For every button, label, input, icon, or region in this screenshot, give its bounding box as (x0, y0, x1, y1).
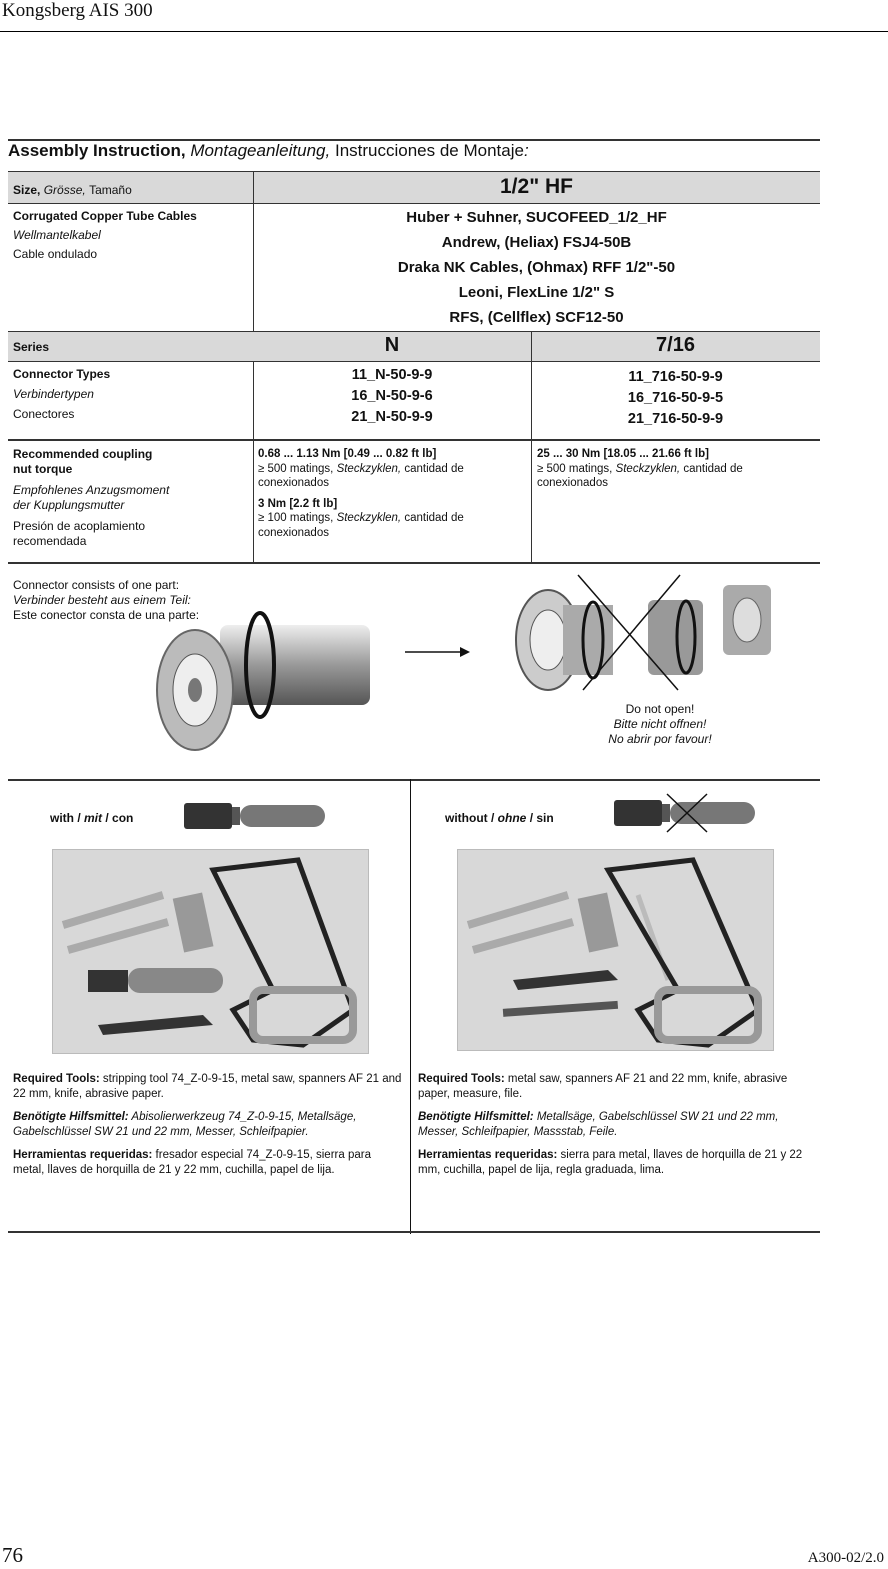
tools-divider (410, 779, 411, 1234)
tools-photo-without (457, 849, 774, 1051)
connectors-label-es: Conectores (13, 407, 75, 421)
page-header (0, 0, 888, 32)
matings-es: cantidad de (404, 462, 464, 475)
tools-illustration (53, 850, 368, 1053)
without-de: ohne (497, 811, 527, 825)
connector-type: 16_716-50-9-5 (627, 390, 724, 406)
title-es: Instrucciones de Montaje (334, 141, 524, 160)
with-tools-text (13, 1072, 405, 1186)
with-de: mit (84, 811, 103, 825)
torque-label (13, 447, 169, 549)
matings-es-2: conexionados (258, 526, 329, 539)
connector-parts-crossed-image (508, 570, 773, 700)
dont-open-de: Bitte nicht offnen! (613, 717, 707, 731)
with-heading (50, 811, 133, 826)
connector-type: 21_N-50-9-9 (351, 409, 433, 425)
716-connector-list (531, 367, 820, 430)
cable-item: Huber + Suhner, SUCOFEED_1/2_HF (406, 209, 667, 226)
without-heading (445, 811, 554, 826)
connectors-label-en: Connector Types (13, 367, 111, 381)
header-title: Kongsberg AIS 300 (2, 0, 153, 21)
torque-top-rule (8, 439, 820, 441)
matings-es-2: conexionados (258, 477, 329, 489)
torque-716 (537, 447, 815, 491)
torque-n-value-1: 0.68 ... 1.13 Nm [0.49 ... 0.82 ft lb] (258, 448, 437, 460)
one-part-es: Este conector consta de una parte: (13, 608, 200, 622)
torque-n-matings-1 (258, 462, 526, 477)
series-716: 7/16 (656, 334, 695, 356)
col-divider-2 (531, 331, 532, 563)
connector-type: 16_N-50-9-6 (351, 388, 433, 404)
size-label-de: Grösse, (43, 183, 86, 197)
one-part-de: Verbinder besteht aus einem Teil: (13, 593, 191, 607)
cable-item: Andrew, (Heliax) FSJ4-50B (441, 234, 632, 251)
torque-716-matings (537, 462, 815, 477)
torque-label-es-2: recomendada (13, 534, 87, 548)
without-tools-text (418, 1072, 813, 1186)
document-id: A300-02/2.0 (807, 1550, 884, 1566)
torque-label-de-2: der Kupplungsmutter (13, 498, 125, 512)
size-label-en: Size, (13, 183, 41, 197)
torque-label-en-1: Recommended coupling (13, 447, 153, 461)
dont-open-es: No abrir por favour! (608, 732, 712, 746)
tools-photo-with (52, 849, 369, 1054)
cable-item: Draka NK Cables, (Ohmax) RFF 1/2"-50 (397, 259, 676, 276)
n-connector-list (253, 365, 531, 428)
page-number: 76 (2, 1543, 23, 1567)
matings-es: cantidad de (404, 512, 464, 524)
cable-item: RFS, (Cellflex) SCF12-50 (449, 309, 624, 326)
torque-label-de-1: Empfohlenes Anzugsmoment (13, 483, 170, 497)
with-es: / con (105, 811, 134, 825)
connectors-label-de: Verbindertypen (13, 387, 94, 401)
cables-label (13, 209, 197, 262)
cables-label-de: Wellmantelkabel (13, 228, 101, 242)
connector-type: 21_716-50-9-9 (627, 411, 724, 427)
de-text: Abisolierwerkzeug 74_Z-0-9-15, Metallsäge, Gabelschlüssel SW 21 und 22 mm, Messer, Schleifpapier. (13, 1111, 357, 1138)
de-label: Benötigte Hilfsmittel: (13, 1111, 129, 1123)
connector-type: 11_716-50-9-9 (628, 369, 723, 385)
torque-label-en-2: nut torque (13, 462, 73, 476)
cables-label-en: Corrugated Copper Tube Cables (13, 209, 197, 223)
stripping-tool-crossed-icon (612, 792, 757, 834)
matings-de: Steckzyklen, (336, 462, 402, 475)
matings-text: ≥ 500 matings, (258, 462, 334, 475)
torque-n-value-2: 3 Nm [2.2 ft lb] (258, 497, 338, 510)
with-en: with / (50, 811, 81, 825)
tools-top-rule (8, 779, 820, 781)
matings-text: ≥ 100 matings, (258, 512, 334, 524)
arrow-icon (405, 645, 470, 659)
without-es: / sin (529, 811, 554, 825)
assembly-title (8, 141, 820, 171)
cable-list (253, 205, 820, 330)
matings-text: ≥ 500 matings, (537, 462, 613, 475)
do-not-open-text (570, 702, 750, 747)
torque-n (258, 447, 526, 540)
without-en: without / (445, 811, 495, 825)
dont-open-en: Do not open! (625, 702, 695, 716)
req-text: stripping tool 74_Z-0-9-15, metal saw, spanners AF 21 and 22 mm, knife, abrasive paper. (13, 1073, 402, 1100)
tools-bottom-rule (8, 1231, 820, 1233)
series-n: N (384, 334, 400, 356)
title-de: Montageanleitung, (190, 141, 331, 160)
torque-label-es-1: Presión de acoplamiento (13, 519, 146, 533)
de-text: Metallsäge, Gabelschlüssel SW 21 und 22 mm, Messer, Schleifpapier, Massstab, Feile. (418, 1111, 779, 1138)
matings-de: Steckzyklen, (336, 512, 402, 524)
size-label-es: Tamaño (89, 183, 132, 197)
req-label: Required Tools: (13, 1073, 100, 1085)
es-text: fresador especial 74_Z-0-9-15, sierra para metal, llaves de horquilla de 21 y 22 mm, cuchilla, papel de lija. (13, 1149, 371, 1176)
es-label: Herramientas requeridas: (13, 1149, 153, 1161)
one-part-en: Connector consists of one part: (13, 578, 180, 592)
es-text: sierra para metal, llaves de horquilla de 21 y 22 mm, cuchilla, papel de lija, regla graduada, lima. (418, 1149, 803, 1176)
de-label: Benötigte Hilfsmittel: (418, 1111, 534, 1123)
stripping-tool-icon (182, 799, 327, 833)
size-label (13, 183, 132, 198)
matings-de: Steckzyklen, (615, 462, 681, 475)
connector-assembled-image (150, 595, 380, 760)
req-text: metal saw, spanners AF 21 and 22 mm, knife, abrasive paper, measure, file. (418, 1073, 788, 1100)
tools-illustration (458, 850, 773, 1050)
req-label: Required Tools: (418, 1073, 505, 1085)
series-label: Series (13, 340, 50, 354)
torque-n-matings-2 (258, 511, 526, 526)
torque-bottom-rule (8, 562, 820, 564)
cable-item: Leoni, FlexLine 1/2" S (458, 284, 615, 301)
title-colon: : (523, 141, 529, 160)
torque-716-value: 25 ... 30 Nm [18.05 ... 21.66 ft lb] (537, 448, 709, 460)
size-value: 1/2" HF (500, 175, 573, 198)
matings-es-2: conexionados (537, 477, 608, 489)
cables-label-es: Cable ondulado (13, 247, 98, 261)
title-en: Assembly Instruction, (8, 141, 186, 160)
matings-es: cantidad de (683, 462, 743, 475)
es-label: Herramientas requeridas: (418, 1149, 558, 1161)
connector-type: 11_N-50-9-9 (351, 367, 433, 383)
connectors-label (13, 367, 110, 422)
